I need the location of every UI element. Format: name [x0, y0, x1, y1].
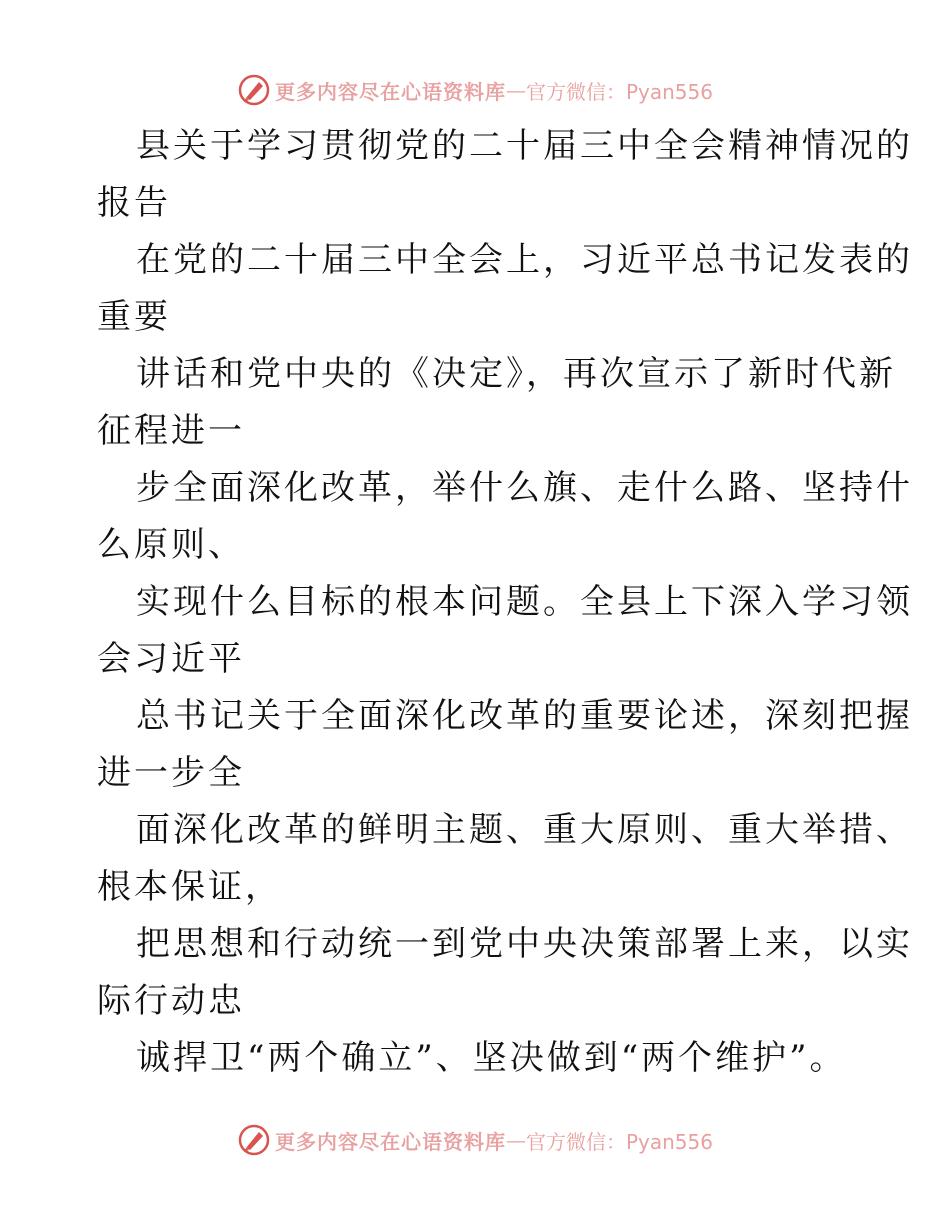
paragraph-line: 根本保证，: [97, 867, 282, 907]
paragraph-line: 实现什么目标的根本问题。全县上下深入学习领: [136, 582, 913, 622]
paragraph-line: 把思想和行动统一到党中央决策部署上来，以实: [136, 924, 913, 964]
paragraph: [0, 118, 950, 232]
paragraph-line: 诚捍卫“两个确立”、坚决做到“两个维护”。: [136, 1038, 847, 1078]
pen-logo-icon: [237, 73, 271, 107]
paragraph-line: 面深化改革的鲜明主题、重大原则、重大举措、: [136, 810, 913, 850]
banner-dash: —: [505, 78, 526, 102]
paragraph-line: 步全面深化改革，举什么旗、走什么路、坚持什: [136, 468, 913, 508]
paragraph: [0, 688, 950, 802]
paragraph: [0, 1030, 950, 1087]
paragraph-line: 会习近平: [97, 639, 245, 679]
banner-wechat-text: 官方微信：Pyan556: [525, 1129, 713, 1154]
footer-banner: [0, 1120, 950, 1160]
paragraph-line: 么原则、: [97, 525, 245, 565]
header-banner: [0, 70, 950, 110]
paragraph-line: 总书记关于全面深化改革的重要论述，深刻把握: [136, 696, 913, 736]
paragraph: [0, 232, 950, 346]
paragraph: [0, 802, 950, 916]
banner-wechat-text: 官方微信：Pyan556: [525, 79, 713, 104]
paragraph-line: 进一步全: [97, 753, 245, 793]
paragraph: [0, 460, 950, 574]
paragraph-line: 际行动忠: [97, 981, 245, 1021]
paragraph-line: 重要: [97, 297, 171, 337]
banner-dash: —: [505, 1128, 526, 1152]
banner-site-text: 更多内容尽在心语资料库: [274, 1129, 506, 1154]
paragraph: [0, 574, 950, 688]
paragraph-line: 征程进一: [97, 411, 245, 451]
paragraph-line: 县关于学习贯彻党的二十届三中全会精神情况的: [136, 126, 913, 166]
banner-site-text: 更多内容尽在心语资料库: [274, 79, 506, 104]
paragraph-line: 报告: [97, 183, 171, 223]
paragraph-line: 讲话和党中央的《决定》，再次宣示了新时代新: [136, 354, 896, 394]
paragraph: [0, 916, 950, 1030]
paragraph: [0, 346, 950, 460]
pen-logo-icon: [237, 1123, 271, 1157]
document-body: [0, 118, 950, 1087]
paragraph-line: 在党的二十届三中全会上，习近平总书记发表的: [136, 240, 913, 280]
